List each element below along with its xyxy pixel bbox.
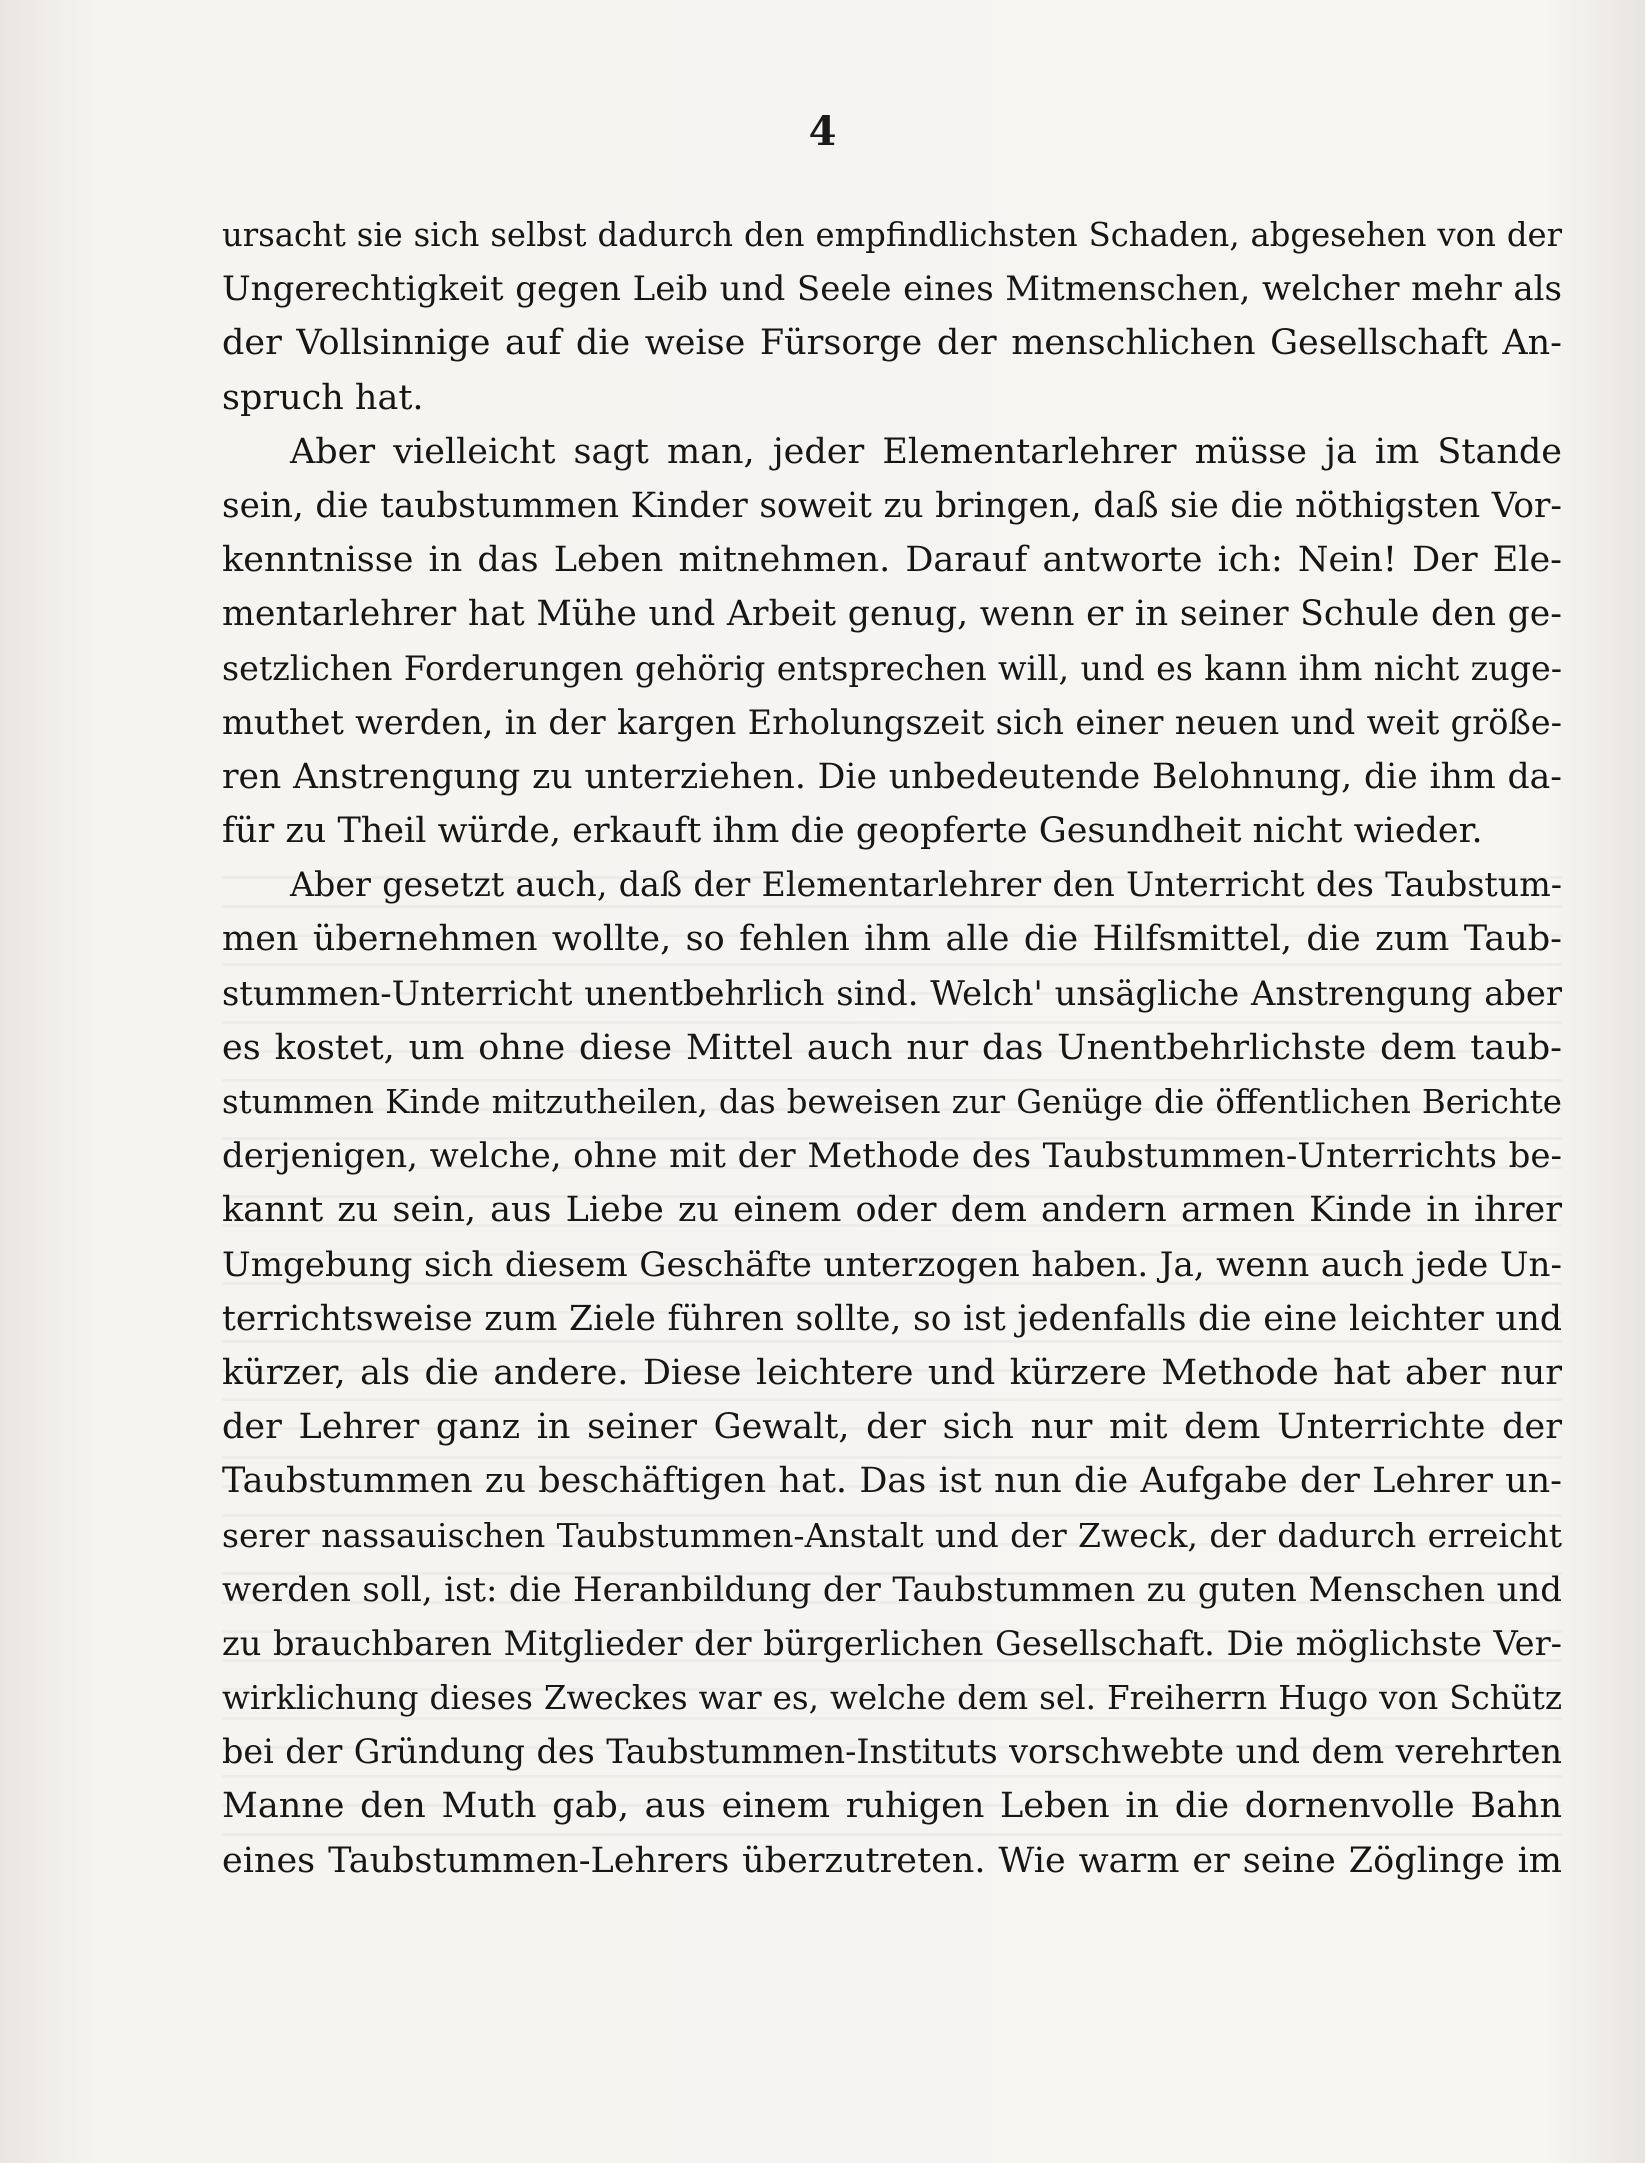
text-line: kürzer, als die andere. Diese leichtere und kürzere Methode hat aber nur (222, 1352, 1562, 1393)
text-line: Aber vielleicht sagt man, jeder Elementarlehrer müsse ja im Stande (290, 431, 1562, 472)
text-line: stummen-Unterricht unentbehrlich sind. Welch' unsägliche Anstrengung aber (222, 973, 1562, 1013)
text-line: zu brauchbaren Mitglieder der bürgerlichen Gesellschaft. Die möglichste Ver- (222, 1623, 1562, 1663)
text-line: spruch hat. (222, 377, 424, 418)
body-text (222, 208, 1562, 1888)
text-line: es kostet, um ohne diese Mittel auch nur das Unentbehrlichste dem taub- (222, 1027, 1562, 1068)
text-line: ren Anstrengung zu unterziehen. Die unbedeutende Belohnung, die ihm da- (222, 756, 1562, 797)
text-line: derjenigen, welche, ohne mit der Methode des Taubstummen-Unterrichts be- (222, 1136, 1562, 1177)
text-line: der Lehrer ganz in seiner Gewalt, der sich nur mit dem Unterrichte der (222, 1407, 1562, 1448)
text-line: kannt zu sein, aus Liebe zu einem oder dem andern armen Kinde in ihrer (222, 1190, 1562, 1231)
text-line: serer nassauischen Taubstummen-Anstalt und der Zweck, der dadurch erreicht (222, 1515, 1562, 1555)
text-line: eines Taubstummen-Lehrers überzutreten. Wie warm er seine Zöglinge im (222, 1840, 1562, 1881)
text-line: Aber gesetzt auch, daß der Elementarlehrer den Unterricht des Taubstum- (290, 865, 1562, 905)
text-line: wirklichung dieses Zweckes war es, welche dem sel. Freiherrn Hugo von Schütz (222, 1679, 1562, 1718)
text-line: der Vollsinnige auf die weise Fürsorge der menschlichen Gesellschaft An- (222, 323, 1562, 364)
text-line: Taubstummen zu beschäftigen hat. Das ist nun die Aufgabe der Lehrer un- (222, 1461, 1562, 1502)
text-line: muthet werden, in der kargen Erholungszeit sich einer neuen und weit größe- (222, 702, 1562, 742)
text-line: werden soll, ist: die Heranbildung der Taubstummen zu guten Menschen und (222, 1569, 1562, 1609)
text-line: setzlichen Forderungen gehörig entsprechen will, und es kann ihm nicht zuge- (222, 648, 1562, 688)
text-line: Umgebung sich diesem Geschäfte unterzogen haben. Ja, wenn auch jede Un- (222, 1244, 1562, 1285)
text-line: men übernehmen wollte, so fehlen ihm alle die Hilfsmittel, die zum Taub- (222, 919, 1562, 960)
text-line: Manne den Muth gab, aus einem ruhigen Leben in die dornenvolle Bahn (222, 1786, 1562, 1827)
text-line: bei der Gründung des Taubstummen-Instituts vorschwebte und dem verehrten (222, 1732, 1562, 1772)
text-line: stummen Kinde mitzutheilen, das beweisen zur Genüge die öffentlichen Berichte (222, 1083, 1562, 1121)
text-line: für zu Theil würde, erkauft ihm die geopferte Gesundheit nicht wieder. (222, 811, 1483, 852)
text-line: kenntnisse in das Leben mitnehmen. Darauf antworte ich: Nein! Der Ele- (222, 540, 1562, 581)
page-number: 4 (808, 108, 837, 155)
text-line: sein, die taubstummen Kinder soweit zu bringen, daß sie die nöthigsten Vor- (222, 485, 1562, 526)
text-line: Ungerechtigkeit gegen Leib und Seele eines Mitmenschen, welcher mehr als (222, 269, 1562, 310)
text-line: ursacht sie sich selbst dadurch den empfindlichsten Schaden, abgesehen von der (222, 216, 1562, 254)
text-line: terrichtsweise zum Ziele führen sollte, so ist jedenfalls die eine leichter und (222, 1298, 1562, 1339)
text-line: mentarlehrer hat Mühe und Arbeit genug, wenn er in seiner Schule den ge- (222, 594, 1562, 635)
